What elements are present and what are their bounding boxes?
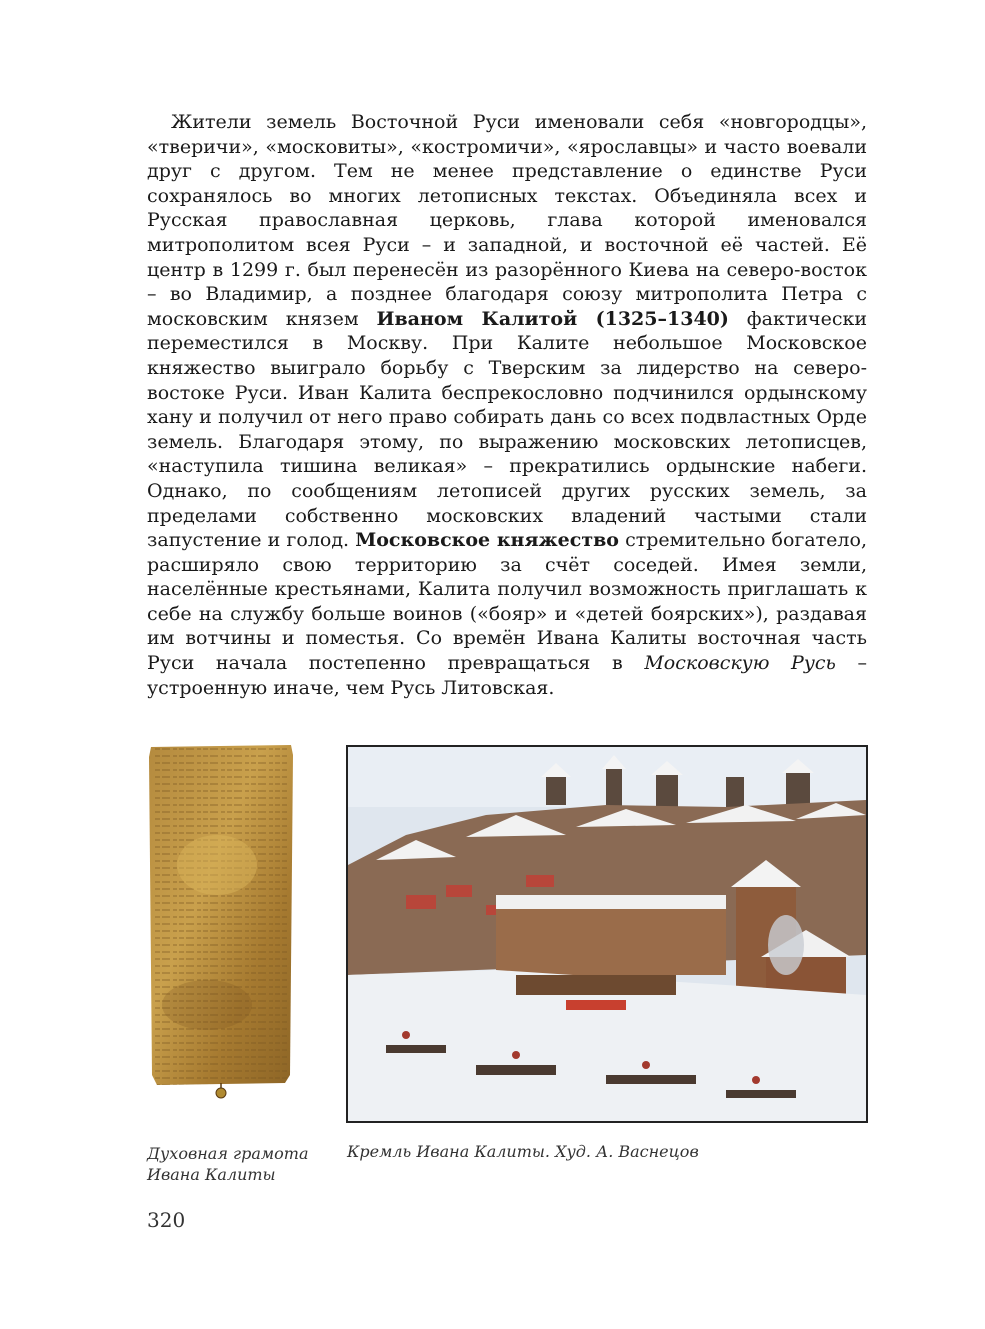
page-number: 320 (147, 1208, 186, 1232)
italic-term-moscow-rus: Московскую Русь (644, 652, 836, 675)
kremlin-painting-image (346, 745, 868, 1123)
text-segment: стремительно богатело, расширяло свою территорию за счёт соседей. Имея земли, населённые крестьянами, Калита получил возможность приглашать к себе на службу больше воинов («бояр» и «детей боярских»), раздавая им вотчины и поместья. Со времён Ивана Калиты восточная часть Руси начала постепенно превращаться в (147, 529, 867, 675)
text-segment: Жители земель Восточной Руси именовали себя «новгородцы», «тверичи», «московиты», «костромичи», «ярославцы» и часто воевали друг с другом. Тем не менее представление о единстве Руси сохранялось во многих летописных текстах. Объединяла всех и Русская православная церковь, глава которой именовался митрополитом всея Руси – и западной, и восточной её частей. Её центр в 1299 г. был перенесён из разорённого Киева на северо-восток – во Владимир, а позднее благодаря союзу митрополита Петра с московским князем (147, 111, 867, 330)
painting-caption: Кремль Ивана Калиты. Худ. А. Васнецов (347, 1142, 699, 1161)
bold-term-moscow-principality: Московское княжество (355, 529, 619, 552)
charter-scroll-image (147, 745, 295, 1100)
bold-term-ivan-kalita: Иваном Калитой (1325–1340) (376, 307, 729, 330)
text-segment: фактически переместился в Москву. При Калите небольшое Московское княжество выиграло борьбу с Тверским за лидерство на северо-востоке Руси. Иван Калита беспрекословно подчинился ордынскому хану и получил от него право собирать дань со всех подвластных Орде земель. Благодаря этому, по выражению московских летописцев, «наступила тишина великая» – прекратились ордынские набеги. Однако, по сообщениям летописей других русских земель, за пределами собственно московских владений частыми стали запустение и голод. (147, 307, 867, 552)
main-paragraph (147, 110, 867, 700)
text-segment: – устроенную иначе, чем Русь Литовская. (147, 652, 867, 699)
charter-caption: Духовная грамота Ивана Калиты (147, 1144, 309, 1184)
